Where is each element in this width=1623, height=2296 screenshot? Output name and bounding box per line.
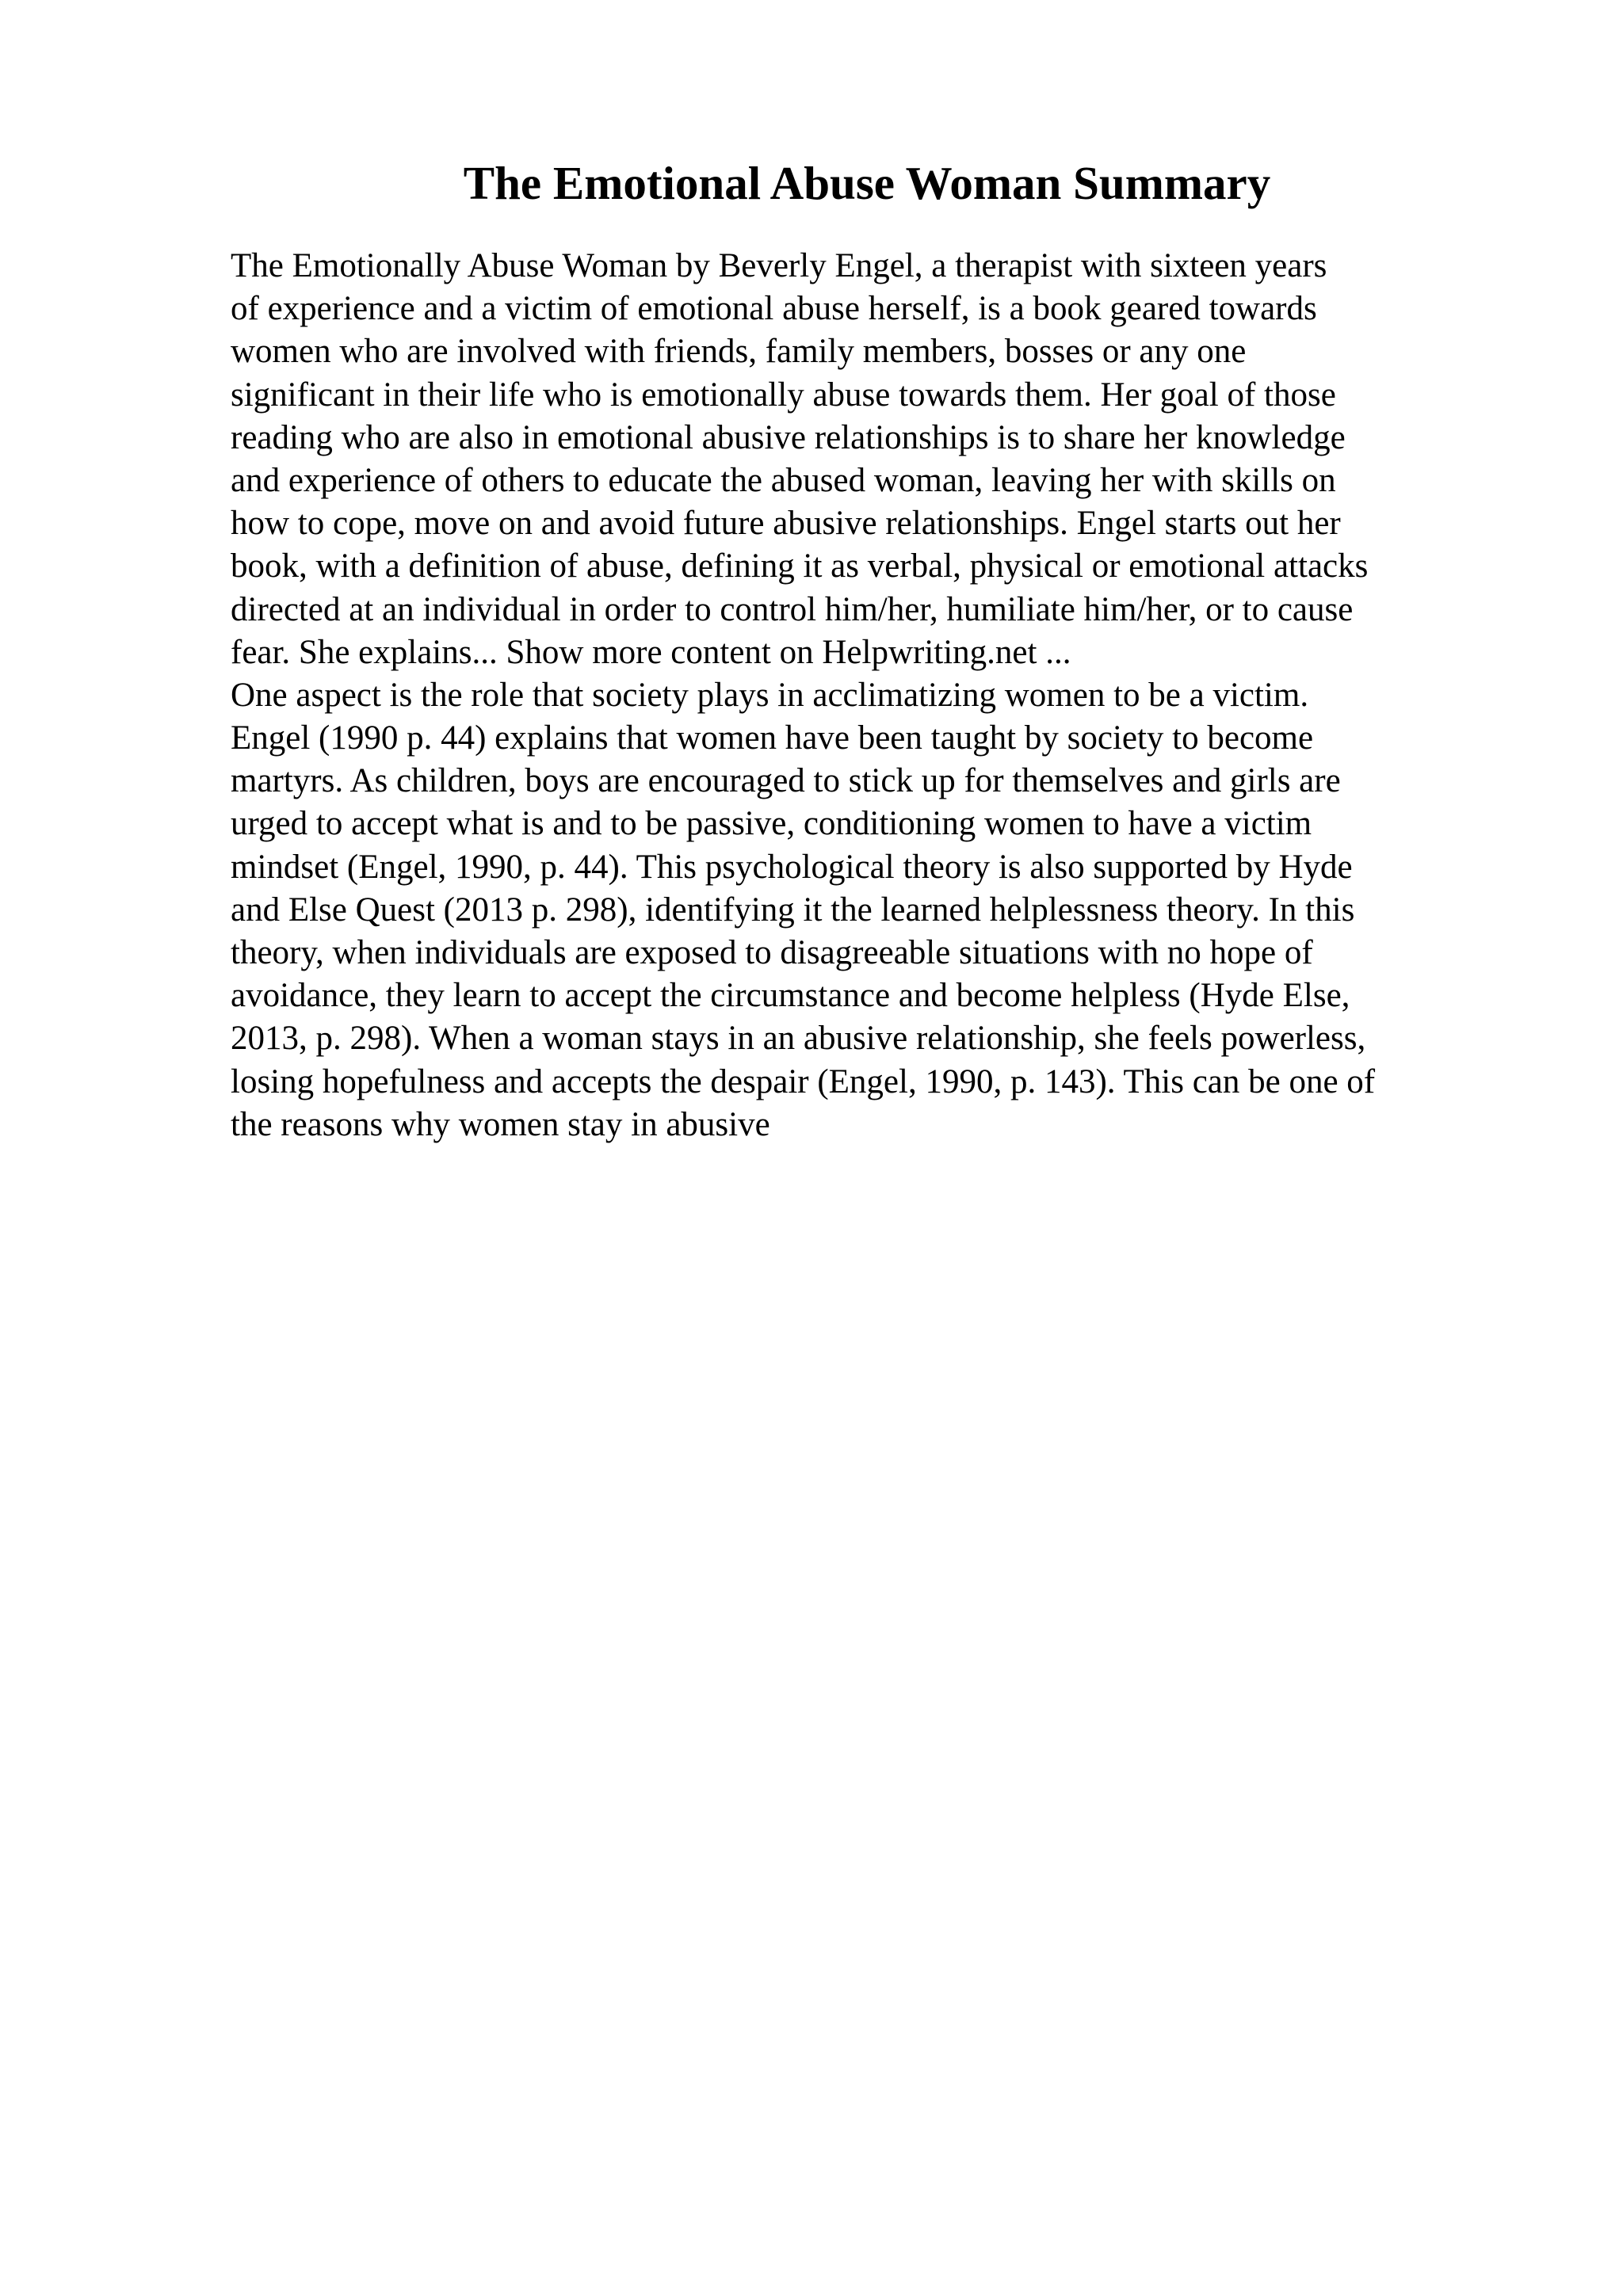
body-line-show-more: fear. She explains... Show more content on Helpwriting.net ...: [231, 633, 1071, 671]
body-line: One aspect is the role that society plays in acclimatizing women to be a victim.: [231, 676, 1309, 714]
body-line: directed at an individual in order to control him/her, humiliate him/her, or to cause: [231, 590, 1354, 628]
body-line: martyrs. As children, boys are encouraged to stick up for themselves and girls are: [231, 762, 1341, 800]
body-line: Engel (1990 p. 44) explains that women have been taught by society to become: [231, 719, 1314, 757]
body-line: of experience and a victim of emotional abuse herself, is a book geared towards: [231, 290, 1317, 328]
body-line: how to cope, move on and avoid future abusive relationships. Engel starts out her: [231, 505, 1341, 543]
body-line: book, with a definition of abuse, defining it as verbal, physical or emotional attacks: [231, 547, 1369, 585]
body-line: mindset (Engel, 1990, p. 44). This psychological theory is also supported by Hyde: [231, 848, 1353, 886]
body-line: avoidance, they learn to accept the circumstance and become helpless (Hyde Else,: [231, 977, 1350, 1015]
body-line: theory, when individuals are exposed to disagreeable situations with no hope of: [231, 934, 1313, 971]
body-line: and experience of others to educate the abused woman, leaving her with skills on: [231, 461, 1336, 499]
body-line: and Else Quest (2013 p. 298), identifying it the learned helplessness theory. In this: [231, 891, 1355, 929]
body-line: the reasons why women stay in abusive: [231, 1105, 770, 1143]
document-body: [231, 245, 1514, 1146]
document-title: The Emotional Abuse Woman Summary: [463, 157, 1271, 209]
body-line: women who are involved with friends, family members, bosses or any one: [231, 333, 1247, 371]
body-line: The Emotionally Abuse Woman by Beverly Engel, a therapist with sixteen years: [231, 247, 1327, 284]
body-line: 2013, p. 298). When a woman stays in an abusive relationship, she feels powerless,: [231, 1020, 1366, 1058]
body-line: significant in their life who is emotionally abuse towards them. Her goal of those: [231, 376, 1336, 414]
body-line: urged to accept what is and to be passive, conditioning women to have a victim: [231, 805, 1312, 843]
body-line: reading who are also in emotional abusive relationships is to share her knowledge: [231, 418, 1346, 456]
body-line: losing hopefulness and accepts the despair (Engel, 1990, p. 143). This can be one of: [231, 1062, 1376, 1100]
